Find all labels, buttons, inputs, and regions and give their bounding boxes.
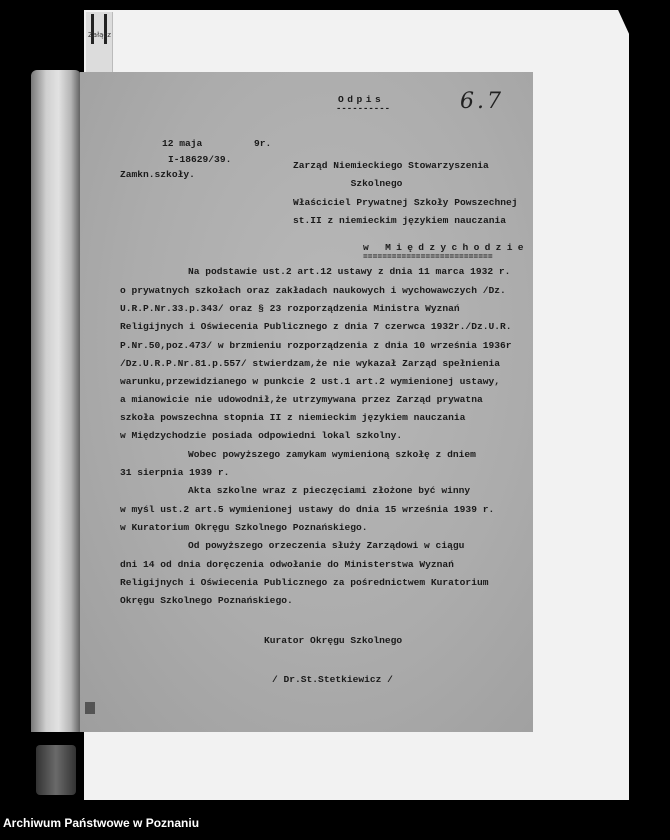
document-year: 9r. [254,138,272,149]
archive-watermark: Archiwum Państwowe w Poznaniu [3,816,200,830]
addressee-line: Zarząd Niemieckiego Stowarzyszenia [293,160,489,171]
body-line: w Kuratorium Okręgu Szkolnego Poznańskiego. [120,522,368,533]
tab-mark [91,14,94,44]
body-line: /Dz.U.R.P.Nr.81.p.557/ stwierdzam,że nie wykazał Zarząd spełnienia [120,358,500,369]
ink-smudge [85,702,95,714]
signature-title: Kurator Okręgu Szkolnego [264,635,403,646]
body-line: P.Nr.50,poz.473/ w brzmieniu rozporządzenia z dnia 10 września 1936r [120,340,512,351]
body-line: warunku,przewidzianego w punkcie 2 ust.1 art.2 wymienionej ustawy, [120,376,500,387]
document-heading: Odpis [338,94,385,105]
body-line: U.R.P.Nr.33.p.343/ oraz § 23 rozporządzenia Ministra Wyznań [120,303,460,314]
folder-spine [31,70,81,732]
place-underline: =========================== [363,253,493,262]
body-line: 31 sierpnia 1939 r. [120,467,230,478]
document-page [80,72,533,732]
addressee-line: Właściciel Prywatnej Szkoły Powszechnej [293,197,518,208]
folder-spine-bottom [36,745,76,795]
addressee-line: st.II z niemieckim językiem nauczania [293,215,507,226]
body-line: Okręgu Szkolnego Poznańskiego. [120,595,293,606]
addressee-place: w Międzychodzie [363,242,529,253]
reference-number: I-18629/39. [168,154,232,165]
tab-label: Załącz [88,31,111,39]
body-line: Wobec powyższego zamykam wymienioną szkołę z dniem [188,449,476,460]
file-tab [86,12,113,72]
body-line: a mianowicie nie udowodnił,że utrzymywana przez Zarząd prywatna [120,394,483,405]
folio-number: 6.7 [460,89,504,114]
tab-mark [104,14,107,44]
body-line: o prywatnych szkołach oraz zakładach naukowych i wychowawczych /Dz. [120,285,506,296]
body-line: w Międzychodzie posiada odpowiedni lokal szkolny. [120,430,403,441]
body-line: szkoła powszechna stopnia II z niemieckim językiem nauczania [120,412,466,423]
subject-line: Zamkn.szkoły. [120,169,195,180]
body-line: w myśl ust.2 art.5 wymienionej ustawy do dnia 15 września 1939 r. [120,504,495,515]
body-line: Od powyższego orzeczenia służy Zarządowi w ciągu [188,540,465,551]
body-line: Religijnych i Oświecenia Publicznego za pośrednictwem Kuratorium [120,577,489,588]
addressee-line: Szkolnego [293,178,403,189]
body-line: Na podstawie ust.2 art.12 ustawy z dnia 11 marca 1932 r. [188,266,511,277]
body-line: Akta szkolne wraz z pieczęciami złożone być winny [188,485,471,496]
document-date: 12 maja [162,138,203,149]
signature-name: / Dr.St.Stetkiewicz / [272,674,393,685]
body-line: dni 14 od dnia doręczenia odwołanie do Ministerstwa Wyznań [120,559,454,570]
heading-underline: ---------- [336,104,391,114]
body-line: Religijnych i Oświecenia Publicznego z dnia 7 czerwca 1932r./Dz.U.R. [120,321,512,332]
